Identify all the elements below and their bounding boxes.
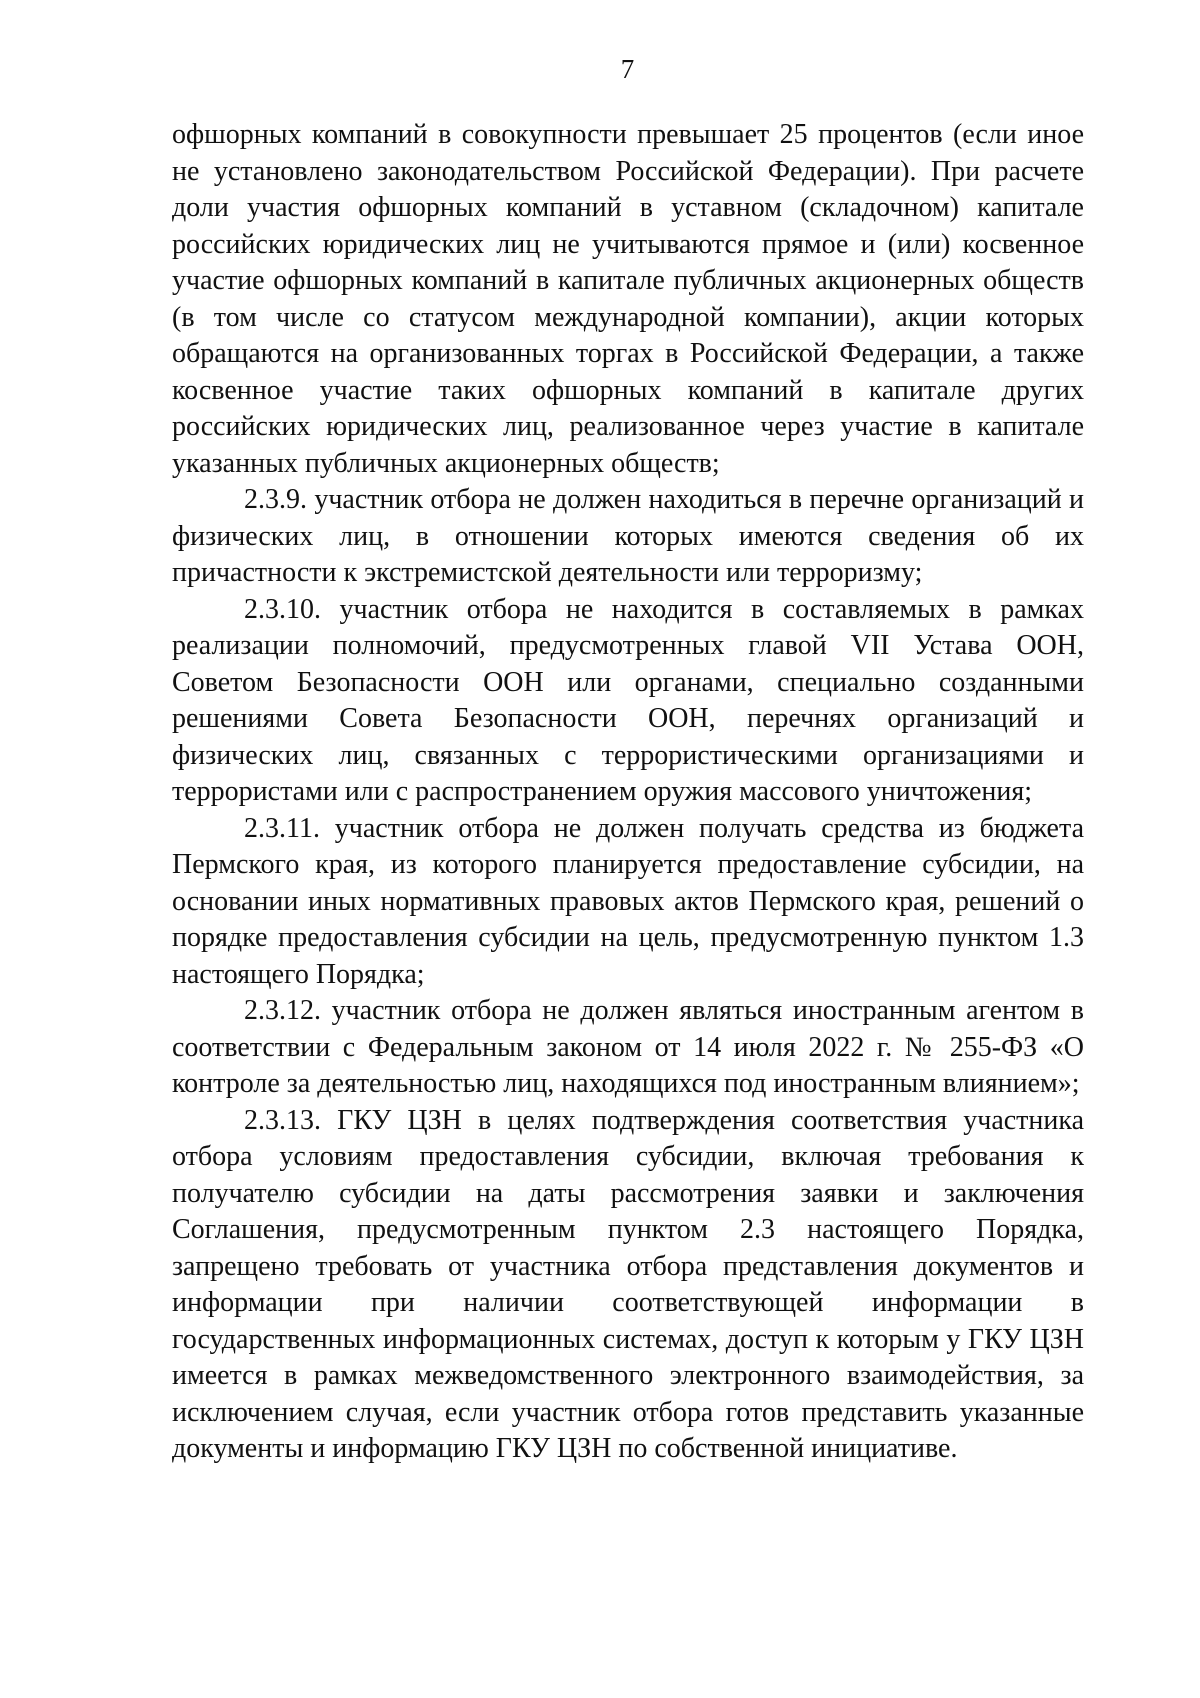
paragraph-2-3-11: 2.3.11. участник отбора не должен получать средства из бюджета Пермского края, из которого планируется предоставление субсидии, на основании иных нормативных правовых актов Пермского края, решений о порядке предоставления субсидии на цель, предусмотренную пунктом 1.3 настоящего Порядка;	[172, 812, 1084, 990]
paragraph-2-3-10: 2.3.10. участник отбора не находится в составляемых в рамках реализации полномочий, предусмотренных главой VII Устава ООН, Советом Безопасности ООН или органами, специально созданными решениями Совета Безопасности ООН, перечнях организаций и физических лиц, связанных с террористическими организациями и террористами или с распространением оружия массового уничтожения;	[172, 593, 1084, 807]
paragraph-2-3-13: 2.3.13. ГКУ ЦЗН в целях подтверждения соответствия участника отбора условиям предоставления субсидии, включая требования к получателю субсидии на даты рассмотрения заявки и заключения Соглашения, предусмотренным пунктом 2.3 настоящего Порядка, запрещено требовать от участника отбора представления документов и информации при наличии соответствующей информации в государственных информационных системах, доступ к которым у ГКУ ЦЗН имеется в рамках межведомственного электронного взаимодействия, за исключением случая, если участник отбора готов представить указанные документы и информацию ГКУ ЦЗН по собственной инициативе.	[172, 1104, 1084, 1464]
document-body	[172, 117, 1084, 1468]
page-number: 7	[620, 54, 635, 84]
paragraph-continuation: офшорных компаний в совокупности превышает 25 процентов (если иное не установлено законодательством Российской Федерации). При расчете доли участия офшорных компаний в уставном (складочном) капитале российских юридических лиц не учитываются прямое и (или) косвенное участие офшорных компаний в капитале публичных акционерных обществ (в том числе со статусом международной компании), акции которых обращаются на организованных торгах в Российской Федерации, а также косвенное участие таких офшорных компаний в капитале других российских юридических лиц, реализованное через участие в капитале указанных публичных акционерных обществ;	[172, 119, 1084, 479]
paragraph-2-3-9: 2.3.9. участник отбора не должен находиться в перечне организаций и физических лиц, в отношении которых имеются сведения об их причастности к экстремистской деятельности или терроризму;	[172, 484, 1084, 588]
paragraph-2-3-12: 2.3.12. участник отбора не должен являться иностранным агентом в соответствии с Федеральным законом от 14 июля 2022 г. № 255-ФЗ «О контроле за деятельностью лиц, находящихся под иностранным влиянием»;	[172, 995, 1084, 1099]
